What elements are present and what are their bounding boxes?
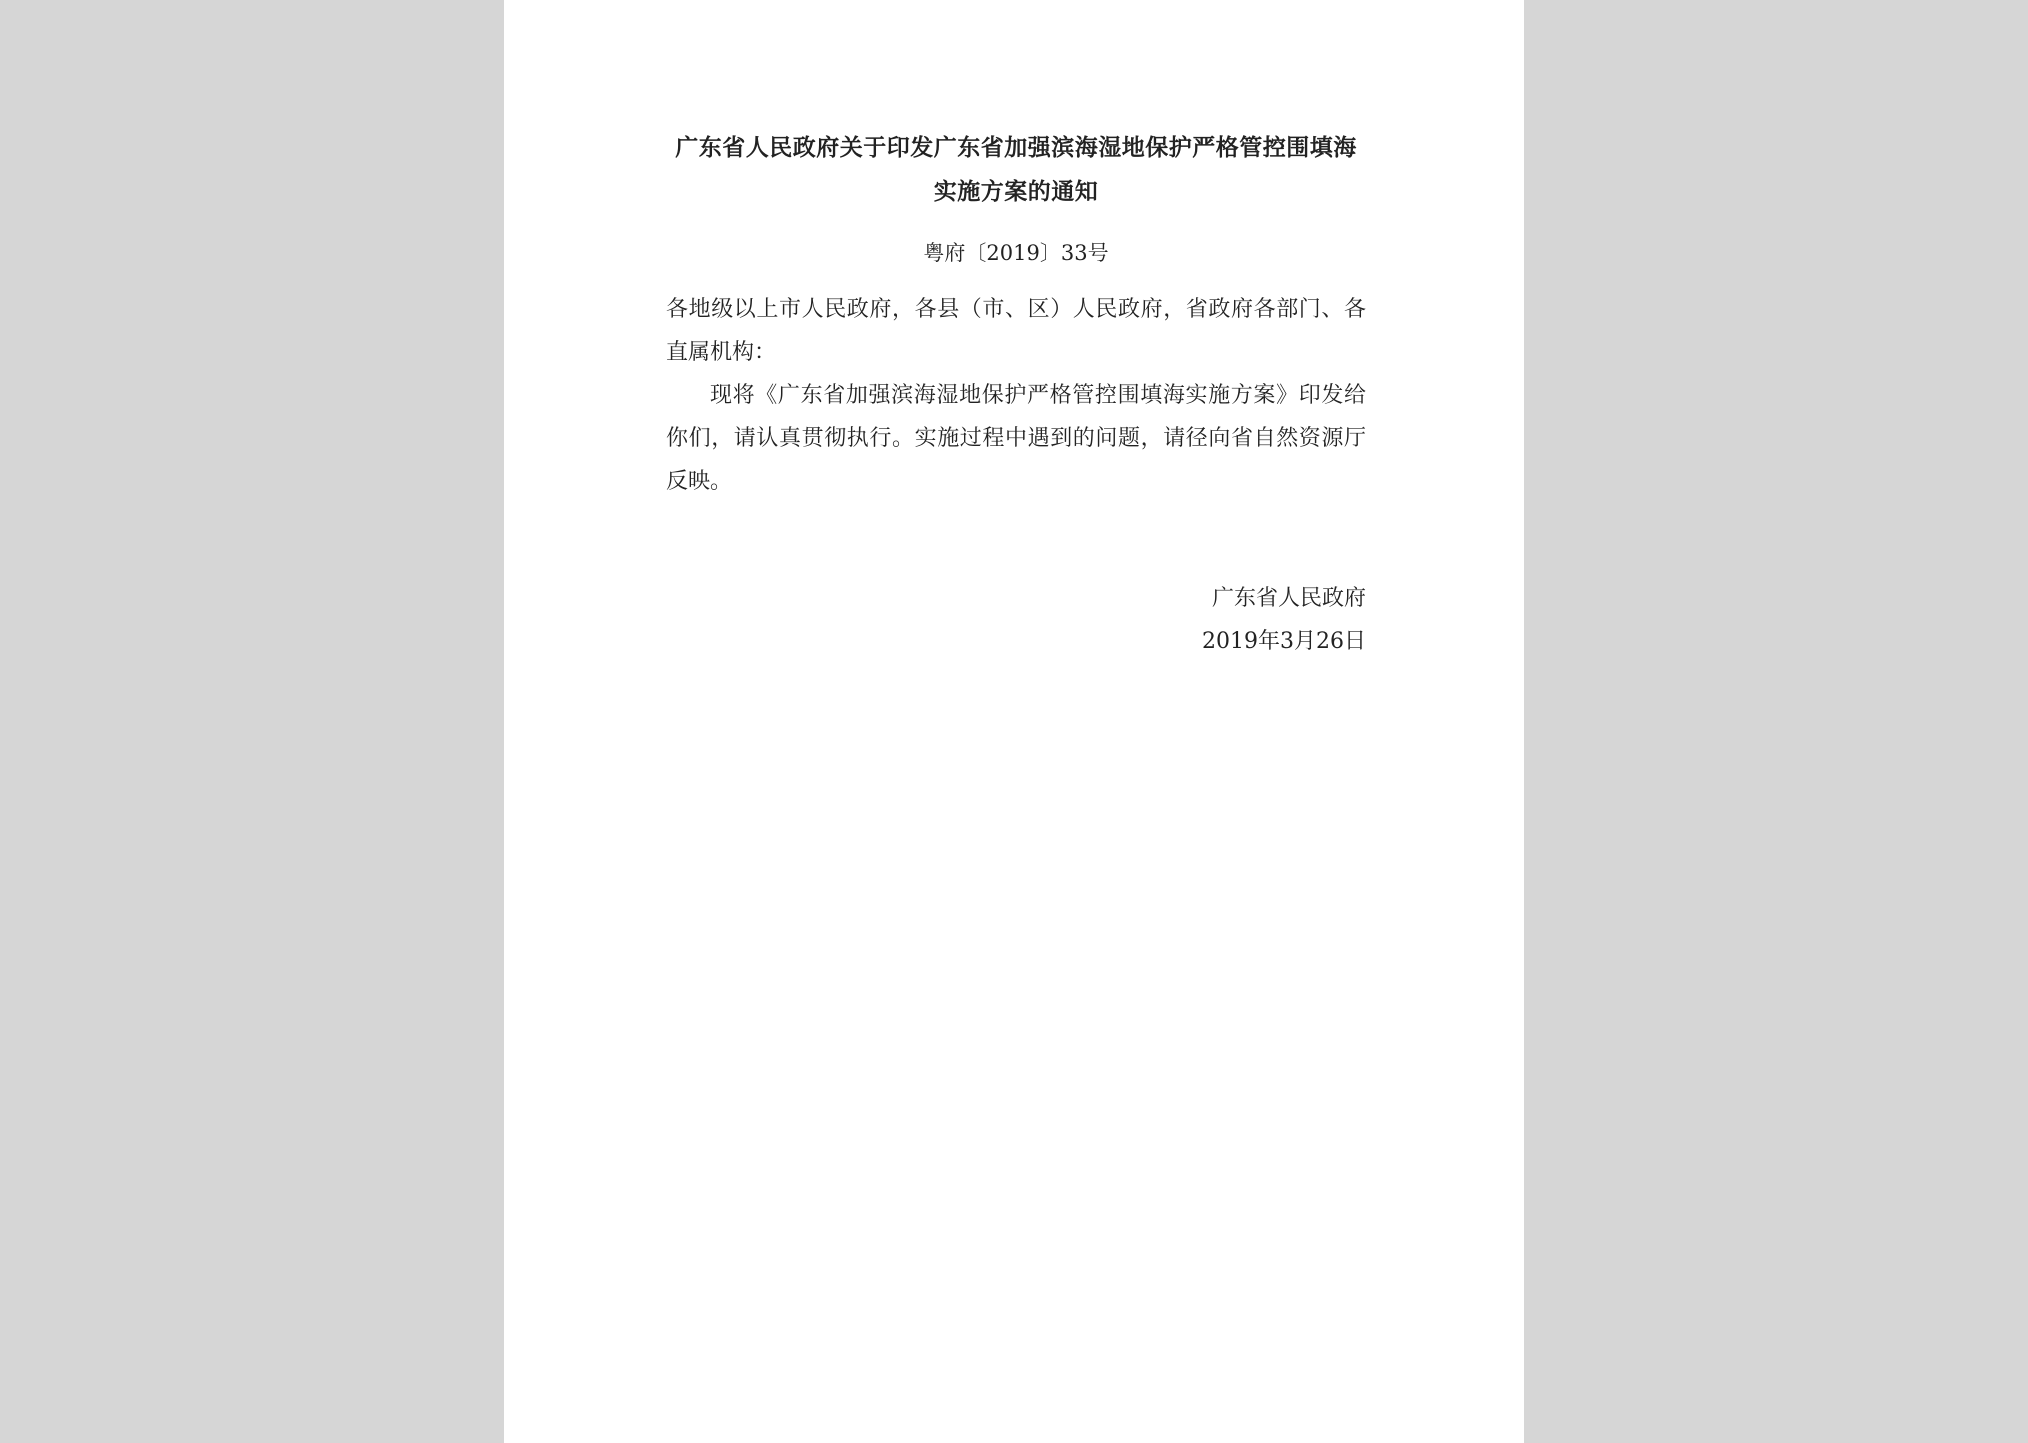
- signature-block: [666, 577, 1366, 663]
- issue-date: 2019年3月26日: [1202, 629, 1366, 654]
- document-number: 粤府〔2019〕33号: [923, 241, 1109, 265]
- addressee: 各地级以上市人民政府，各县（市、区）人民政府，省政府各部门、各直属机构：: [666, 297, 1366, 365]
- body-paragraph: 现将《广东省加强滨海湿地保护严格管控围填海实施方案》印发给你们，请认真贯彻执行。实施过程中遇到的问题，请径向省自然资源厅反映。: [666, 383, 1366, 494]
- document-content: [666, 126, 1366, 663]
- issuer-name: 广东省人民政府: [1211, 586, 1366, 611]
- document-page: [504, 0, 1524, 1443]
- document-title: 广东省人民政府关于印发广东省加强滨海湿地保护严格管控围填海实施方案的通知: [675, 134, 1357, 205]
